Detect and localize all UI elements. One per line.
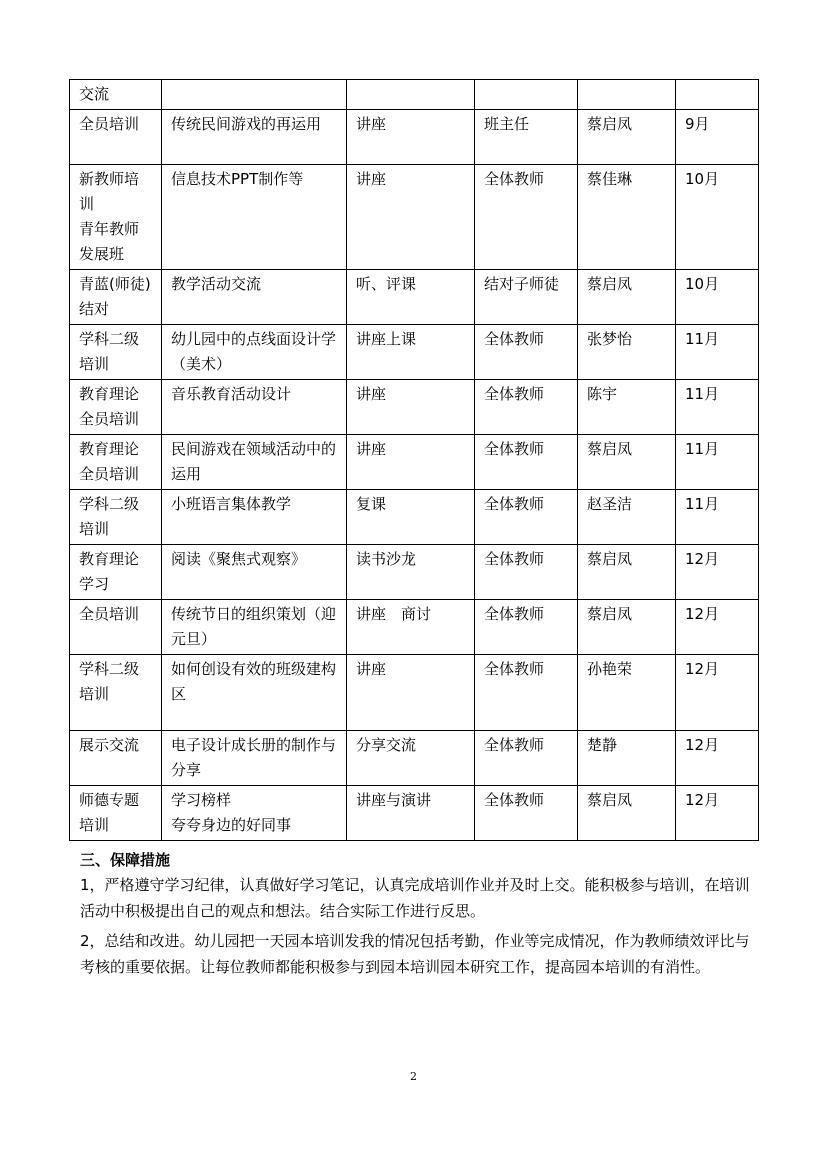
- training-schedule-table: [69, 79, 759, 841]
- table-cell: 蔡启凤: [578, 786, 676, 841]
- table-cell: 交流: [70, 80, 162, 110]
- table-cell: 陈宇: [578, 380, 676, 435]
- table-cell: 蔡佳琳: [578, 165, 676, 270]
- table-cell: 全体教师: [475, 435, 578, 490]
- table-cell: 信息技术PPT制作等: [162, 165, 347, 270]
- table-cell: [162, 80, 347, 110]
- section-heading: 三、保障措施: [80, 851, 171, 869]
- table-cell: [676, 80, 759, 110]
- table-cell: 楚静: [578, 731, 676, 786]
- table-cell: 蔡启凤: [578, 270, 676, 325]
- table-cell: 教育理论全员培训: [70, 380, 162, 435]
- table-cell: 音乐教育活动设计: [162, 380, 347, 435]
- table-cell: 9月: [676, 110, 759, 165]
- table-cell: 听、评课: [347, 270, 475, 325]
- table-cell: 全员培训: [70, 110, 162, 165]
- table-cell: 讲座: [347, 165, 475, 270]
- table-cell: 新教师培训 青年教师发展班: [70, 165, 162, 270]
- table-row: [70, 165, 759, 270]
- table-row: [70, 325, 759, 380]
- table-cell: 蔡启凤: [578, 110, 676, 165]
- table-cell: 讲座: [347, 110, 475, 165]
- table-cell: 全体教师: [475, 545, 578, 600]
- table-cell: 讲座上课: [347, 325, 475, 380]
- table-cell: 12月: [676, 786, 759, 841]
- table-cell: 全体教师: [475, 731, 578, 786]
- table-cell: 11月: [676, 380, 759, 435]
- table-cell: 蔡启凤: [578, 600, 676, 655]
- table-cell: 电子设计成长册的制作与分享: [162, 731, 347, 786]
- table-cell: 传统民间游戏的再运用: [162, 110, 347, 165]
- table-cell: 讲座: [347, 435, 475, 490]
- table-cell: 讲座 商讨: [347, 600, 475, 655]
- table-cell: 11月: [676, 325, 759, 380]
- table-cell: 孙艳荣: [578, 655, 676, 731]
- table-cell: 学科二级培训: [70, 490, 162, 545]
- table-cell: 全体教师: [475, 165, 578, 270]
- table-cell: 班主任: [475, 110, 578, 165]
- table-row: [70, 435, 759, 490]
- paragraph: 2，总结和改进。幼儿园把一天园本培训发我的情况包括考勤，作业等完成情况，作为教师绩效评比与考核的重要依据。让每位教师都能积极参与到园本培训园本研究工作，提高园本培训的有消性。: [80, 932, 750, 976]
- table-cell: 讲座: [347, 655, 475, 731]
- table-cell: [578, 80, 676, 110]
- table-row: [70, 380, 759, 435]
- table-cell: 如何创设有效的班级建构区: [162, 655, 347, 731]
- table-row: [70, 786, 759, 841]
- table-cell: 全体教师: [475, 380, 578, 435]
- table-cell: 讲座: [347, 380, 475, 435]
- table-cell: 师德专题培训: [70, 786, 162, 841]
- table-cell: 讲座与演讲: [347, 786, 475, 841]
- table-cell: 12月: [676, 545, 759, 600]
- table-cell: 11月: [676, 490, 759, 545]
- table-cell: 结对子师徒: [475, 270, 578, 325]
- guarantee-measures-section: [80, 848, 760, 984]
- table-cell: 全体教师: [475, 600, 578, 655]
- table-cell: 教育理论全员培训: [70, 435, 162, 490]
- table-cell: 11月: [676, 435, 759, 490]
- table-cell: 复课: [347, 490, 475, 545]
- table-row: [70, 80, 759, 110]
- table-cell: 民间游戏在领域活动中的运用: [162, 435, 347, 490]
- table-body: [70, 80, 759, 841]
- table-row: [70, 545, 759, 600]
- table-cell: 分享交流: [347, 731, 475, 786]
- table-cell: 展示交流: [70, 731, 162, 786]
- table-cell: 赵圣洁: [578, 490, 676, 545]
- table-cell: 教育理论学习: [70, 545, 162, 600]
- table-row: [70, 110, 759, 165]
- page-number: 2: [410, 1070, 417, 1083]
- table-cell: 幼儿园中的点线面设计学（美术）: [162, 325, 347, 380]
- table-row: [70, 731, 759, 786]
- table-cell: 10月: [676, 165, 759, 270]
- table-cell: 教学活动交流: [162, 270, 347, 325]
- table-cell: 12月: [676, 600, 759, 655]
- table-cell: 青蓝(师徒)结对: [70, 270, 162, 325]
- table-row: [70, 600, 759, 655]
- table-row: [70, 270, 759, 325]
- table-cell: 阅读《聚焦式观察》: [162, 545, 347, 600]
- paragraph: 1，严格遵守学习纪律，认真做好学习笔记，认真完成培训作业并及时上交。能积极参与培训，在培训活动中积极提出自己的观点和想法。结合实际工作进行反思。: [80, 876, 750, 920]
- table-cell: 学习榜样 夸夸身边的好同事: [162, 786, 347, 841]
- table-cell: 学科二级培训: [70, 325, 162, 380]
- table-cell: [475, 80, 578, 110]
- table-cell: 全体教师: [475, 786, 578, 841]
- table-cell: 12月: [676, 731, 759, 786]
- table-cell: 传统节日的组织策划（迎元旦）: [162, 600, 347, 655]
- table-row: [70, 655, 759, 731]
- table-cell: 全员培训: [70, 600, 162, 655]
- table-cell: 10月: [676, 270, 759, 325]
- table-cell: 全体教师: [475, 490, 578, 545]
- table-cell: 全体教师: [475, 655, 578, 731]
- table-cell: 12月: [676, 655, 759, 731]
- table-cell: 张梦怡: [578, 325, 676, 380]
- table-cell: 小班语言集体教学: [162, 490, 347, 545]
- table-cell: 蔡启凤: [578, 435, 676, 490]
- table-cell: 读书沙龙: [347, 545, 475, 600]
- table-cell: 蔡启凤: [578, 545, 676, 600]
- table-cell: 学科二级培训: [70, 655, 162, 731]
- table-cell: 全体教师: [475, 325, 578, 380]
- table-cell: [347, 80, 475, 110]
- table-row: [70, 490, 759, 545]
